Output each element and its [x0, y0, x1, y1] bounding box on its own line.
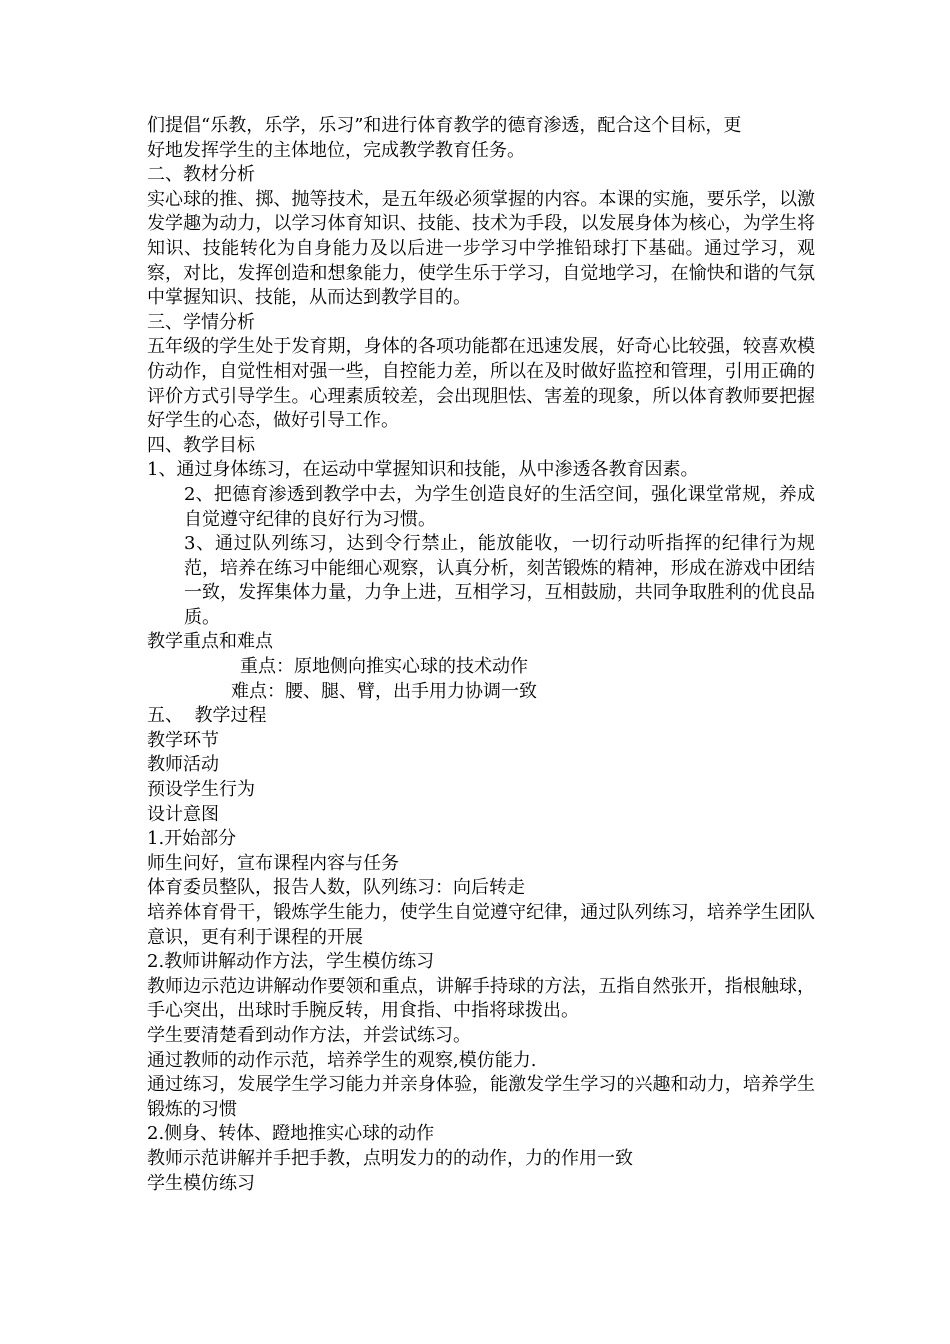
part1-student: 体育委员整队，报告人数，队列练习：向后转走	[147, 877, 525, 899]
part2-title: 2.教师讲解动作方法，学生模仿练习	[147, 951, 435, 973]
material-paragraph: 实心球的推、掷、抛等技术，是五年级必须掌握的内容。本课的实施，要乐学，以激发学趣为动力，以学习体育知识、技能、技术为手段，以发展身体为核心，为学生将知识、技能转化为自身能力及以后进一步学习中学推铅球打下基础。通过学习，观察，对比，发挥创造和想象能力，使学生乐于学习，自觉地学习，在愉快和谐的气氛中掌握知识、技能，从而达到教学目的。	[147, 188, 815, 309]
part2-intent-1: 通过教师的动作示范，培养学生的观察,模仿能力.	[147, 1049, 537, 1071]
section-heading-students: 三、学情分析	[147, 311, 255, 333]
part1-intent: 培养体育骨干，锻炼学生能力，使学生自觉遵守纪律，通过队列练习，培养学生团队意识，更有利于课程的开展	[147, 902, 815, 948]
goal-item-3: 3、通过队列练习，达到令行禁止，能放能收，一切行动听指挥的纪律行为规范，培养在练习中能细心观察，认真分析，刻苦锻炼的精神，形成在游戏中团结一致，发挥集体力量，力争上进，互相学习，互相鼓励，共同争取胜利的优良品质。	[184, 533, 815, 628]
process-column-intent: 设计意图	[147, 803, 219, 825]
part1-title: 1.开始部分	[147, 828, 237, 850]
focus-key-point: 重点：原地侧向推实心球的技术动作	[240, 656, 528, 678]
part3-student: 学生模仿练习	[147, 1172, 255, 1194]
section-heading-goals: 四、教学目标	[147, 434, 255, 456]
section-heading-process: 五、 教学过程	[147, 705, 267, 727]
intro-line-2: 好地发挥学生的主体地位，完成教学教育任务。	[147, 139, 525, 161]
section-heading-material: 二、教材分析	[147, 164, 255, 186]
intro-line-1: 们提倡“乐教，乐学，乐习”和进行体育教学的德育渗透，配合这个目标，更	[147, 115, 742, 136]
focus-heading: 教学重点和难点	[147, 631, 273, 653]
part2-intent-2: 通过练习，发展学生学习能力并亲身体验，能激发学生学习的兴趣和动力，培养学生锻炼的习惯	[147, 1074, 815, 1120]
process-column-teacher: 教师活动	[147, 754, 219, 776]
part3-teacher: 教师示范讲解并手把手教，点明发力的的动作，力的作用一致	[147, 1147, 633, 1169]
part2-student: 学生要清楚看到动作方法，并尝试练习。	[147, 1024, 471, 1046]
part1-teacher: 师生问好，宣布课程内容与任务	[147, 852, 399, 874]
process-column-student: 预设学生行为	[147, 779, 255, 801]
part3-title: 2.侧身、转体、蹬地推实心球的动作	[147, 1123, 435, 1145]
document-page	[147, 114, 815, 1196]
students-paragraph: 五年级的学生处于发育期，身体的各项功能都在迅速发展，好奇心比较强，较喜欢模仿动作，自觉性相对强一些，自控能力差，所以在及时做好监控和管理，引用正确的评价方式引导学生。心理素质较差，会出现胆怯、害羞的现象，所以体育教师要把握好学生的心态，做好引导工作。	[147, 336, 815, 432]
process-column-stage: 教学环节	[147, 729, 219, 751]
goal-item-2: 2、把德育渗透到教学中去，为学生创造良好的生活空间，强化课堂常规，养成自觉遵守纪律的良好行为习惯。	[184, 483, 815, 530]
focus-difficulty: 难点：腰、腿、臂，出手用力协调一致	[231, 680, 537, 702]
part2-teacher: 教师边示范边讲解动作要领和重点，讲解手持球的方法，五指自然张开，指根触球，手心突出，出球时手腕反转，用食指、中指将球拨出。	[147, 975, 815, 1022]
goal-item-1: 1、通过身体练习，在运动中掌握知识和技能，从中渗透各教育因素。	[147, 459, 699, 481]
